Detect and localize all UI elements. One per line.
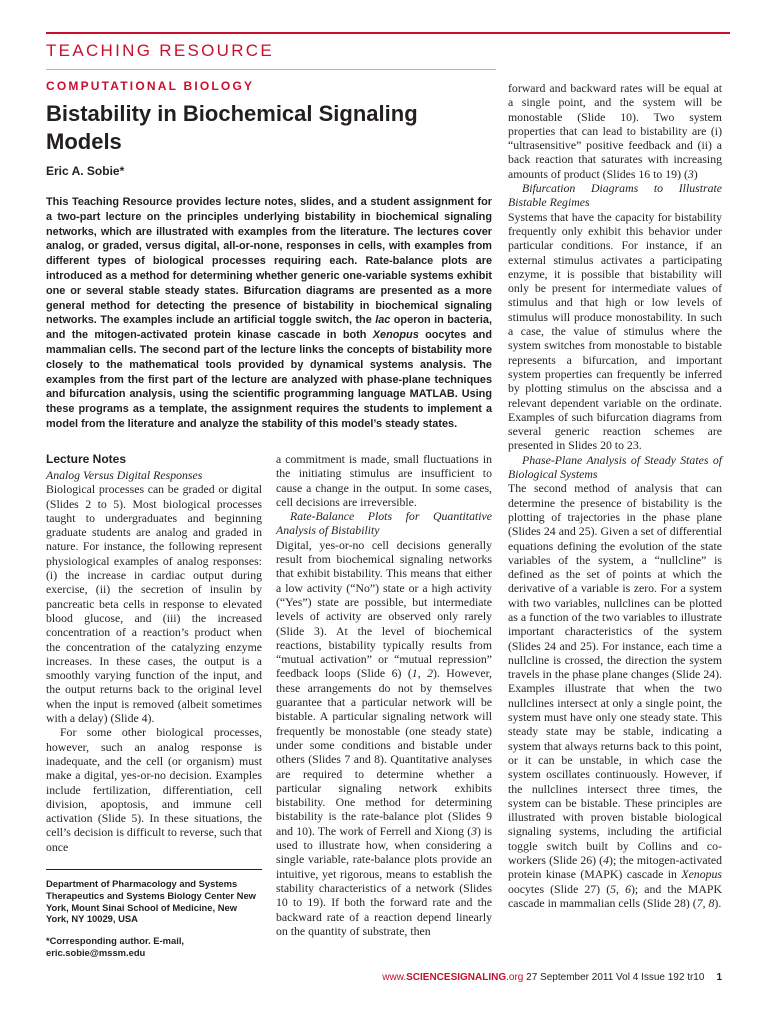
page-number: 1 [716, 972, 722, 983]
subhead-analog-digital: Analog Versus Digital Responses [46, 468, 203, 482]
section-tag: TEACHING RESOURCE [46, 41, 275, 60]
paragraph-rate-balance [276, 538, 492, 938]
abstract-part-2: operon in bacteria, and the mitogen-activated protein kinase cascade in both [46, 314, 492, 342]
abstract-xenopus: Xenopus [372, 329, 419, 342]
footer-url-prefix: www. [382, 972, 407, 983]
paragraph-rate-balance-continued [508, 81, 722, 181]
footnote-rule [46, 869, 262, 870]
text-segment: ). However, these arrangements do not by themselves guarantee that a particular network will be bistable. A particular signaling network will frequently be monostable (one steady state) under some conditions and bistable under others (Slides 7 and 8). Quantitative analyses are required to determine whether a particular signaling network exhibits bistability. One method for determining bistability is the rate-balance plot (Slides 9 and 10). The work of Ferrell and Xiong ( [276, 666, 492, 838]
page-footer [382, 972, 722, 983]
reference-link-6[interactable]: 6 [625, 881, 631, 896]
category-label: COMPUTATIONAL BIOLOGY [46, 79, 255, 93]
footer-url-suffix: .org [506, 972, 524, 983]
xenopus-term: Xenopus [681, 867, 722, 882]
author-line: Eric A. Sobie* [46, 164, 125, 178]
text-segment: The second method of analysis that can determine the presence of bistability is the plotting of trajectories in the phase plane (Slides 24 and 25). Given a set of differential equations defining the evolution of the state variables of the system, a “nullcline” is defined as the set of points at which the derivative of a variable is zero. For a system with two variables, nullclines can be plotted as a function of the two variables to illustrate important characteristics of the system (Slides 24 and 25). For instance, each time a nullcline is crossed, the direction the system travels in the phase plane changes (Slide 24). Examples illustrate that when the two nullclines intersect at only a single point, the system must have only one steady state. This steady state may be stable, indicating a system that always returns back to this point, or it can be unstable, in which case the system oscillates continuously. However, if the nullclines intersect three times, the system can be bistable. These principles are illustrated with proven bistable biological signaling systems, including the artificial toggle switch built by Collins and co-workers (Slide 26) ( [508, 481, 722, 868]
abstract-part-3: oocytes and mammalian cells. The second part of the lecture links the concepts of bistability more closely to the mathematical tools provided by dynamical systems analysis. The examples from the first part of the lecture are analyzed with phase-plane techniques and bifurcation analysis, using the scientific programming language MATLAB. Using these programs as a template, the assignment requires the students to implement a model from the literature and analyze the stability of this model’s steady states. [46, 329, 492, 430]
author-affiliation: Department of Pharmacology and Systems Therapeutics and Systems Biology Center New York, Mount Sinai School of Medicine, New York, NY 10029, USA [46, 878, 256, 925]
article-title: Bistability in Biochemical Signaling Models [46, 101, 418, 154]
corresponding-author: *Corresponding author. E-mail, eric.sobie@mssm.edu [46, 935, 185, 958]
reference-separator: , [616, 881, 626, 896]
subhead-rate-balance: Rate-Balance Plots for Quantitative Analysis of Bistability [276, 509, 492, 538]
abstract-lac: lac [375, 314, 391, 327]
text-segment: ) [693, 166, 698, 181]
reference-link-8[interactable]: 8 [708, 895, 715, 910]
text-segment: ); and the MAPK cascade in mammalian cells (Slide 28) ( [508, 881, 723, 910]
subhead-phase-plane: Phase-Plane Analysis of Steady States of Biological Systems [508, 452, 722, 482]
header-divider [46, 69, 496, 70]
paragraph-phase-plane [508, 481, 722, 910]
paragraph-analog-2: For some other biological processes, however, such an analog response is inadequate, and the cell (or organism) must make a digital, yes-or-no decision. Examples include fertilization, differentiation, cell division, apoptosis, and immune cell activation (Slide 5). In these situations, the cell’s decision is difficult to reverse, such that once [46, 725, 263, 854]
body-column-3 [508, 81, 722, 910]
body-column-1 [46, 452, 262, 854]
text-segment: ) is used to illustrate how, when considering a single variable, rate-balance plots provide an intuitive, yet rigorous, means to establish the stability characteristics of a network (Slides 10 to 19). If both the forward rate and the backward rate of a reaction depend linearly on the quantity of substrate, then [276, 823, 492, 938]
reference-link-1[interactable]: 1 [411, 666, 418, 681]
subhead-bifurcation: Bifurcation Diagrams to Illustrate Bistable Regimes [508, 181, 722, 210]
abstract-part-1: This Teaching Resource provides lecture notes, slides, and a student assignment for a two-part lecture on the principles underlying bistability in biochemical signaling networks, which are illustrated with examples from the literature. The lectures cover analog, or graded, versus digital, all-or-none, responses in cells, with examples from different types of biological processes requiring each. Rate-balance plots are introduced as a method for determining whether generic one-variable systems exhibit one or several stable steady states. Bifurcation diagrams are presented as a more general method for detecting the presence of bistability in biochemical signaling networks. The examples include an artificial toggle switch, the [46, 196, 492, 327]
reference-link-5[interactable]: 5 [610, 881, 617, 896]
lecture-notes-heading: Lecture Notes [46, 452, 127, 466]
text-segment: forward and backward rates will be equal at a single point, and the system will be monostable (Slide 10). Two system properties that can lead to bistability are (i) “ultrasensitive” positive feedback and (ii) a back reaction that saturates with increasing amounts of product (Slides 16 to 19) ( [508, 81, 722, 181]
reference-link-3[interactable]: 3 [471, 823, 478, 838]
text-segment: ). [714, 895, 722, 910]
paragraph-analog-1: Biological processes can be graded or digital (Slides 2 to 5). Most biological processes taught to undergraduates and beginning graduate students are analog and graded in nature. For instance, the following represent physiological examples of analog responses: (i) the increase in cardiac output during exercise, (ii) the secretion of insulin by pancreatic beta cells in response to elevated blood glucose, and (iii) the increased concentration of a reaction’s product when the concentration of the catalyzing enzyme increases. In these cases, the output is a smoothly varying function of the input, and the output returns back to the original level when the input is removed (albeit sometimes with a delay) (Slide 4). [46, 482, 262, 726]
text-segment: oocytes (Slide 27) ( [508, 881, 611, 896]
footer-citation: 27 September 2011 Vol 4 Issue 192 tr10 [526, 972, 705, 983]
journal-website-link[interactable]: SCIENCESIGNALING [406, 972, 507, 983]
reference-separator: , [702, 895, 709, 910]
text-segment: Digital, yes-or-no cell decisions generally result from biochemical signaling networks that exhibit bistability. This means that either a low activity (“No”) state or a high activity (“Yes”) state are possible, but intermediate levels of activity are observed only rarely (Slide 3). At the level of biochemical reactions, bistability typically results from “mutual activation” or “mutual repression” feedback loops (Slide 6) ( [276, 537, 492, 681]
text-segment: ); the mitogen-activated protein kinase (MAPK) cascade in [508, 853, 722, 882]
reference-link-3[interactable]: 3 [687, 166, 694, 181]
paragraph-continued: a commitment is made, small fluctuations in the initiating stimulus are insufficient to cause a change in the output. In some cases, cell decisions are irreversible. [276, 452, 492, 509]
paragraph-bifurcation: Systems that have the capacity for bistability frequently only exhibit this behavior under particular conditions. For instance, if an external stimulus activates a participating enzyme, it is possible that bistability will only be present for intermediate values of stimulus and that high or low levels of stimulus will produce monostability. In such a case, the value of stimulus where the system switches from monostable to bistable represents a bifurcation, and important system properties can frequently be inferred by plotting stimulus on the abscissa and a relevant dependent variable on the ordinate. Examples of such bifurcation diagrams from several generic reaction schemes are presented in Slides 20 to 23. [508, 209, 722, 453]
reference-link-7[interactable]: 7 [696, 895, 703, 910]
reference-link-2[interactable]: 2 [427, 666, 433, 681]
body-column-2 [276, 452, 492, 938]
abstract [46, 195, 492, 432]
reference-separator: , [417, 666, 428, 681]
reference-link-4[interactable]: 4 [603, 853, 610, 868]
header-accent-rule [46, 32, 730, 34]
